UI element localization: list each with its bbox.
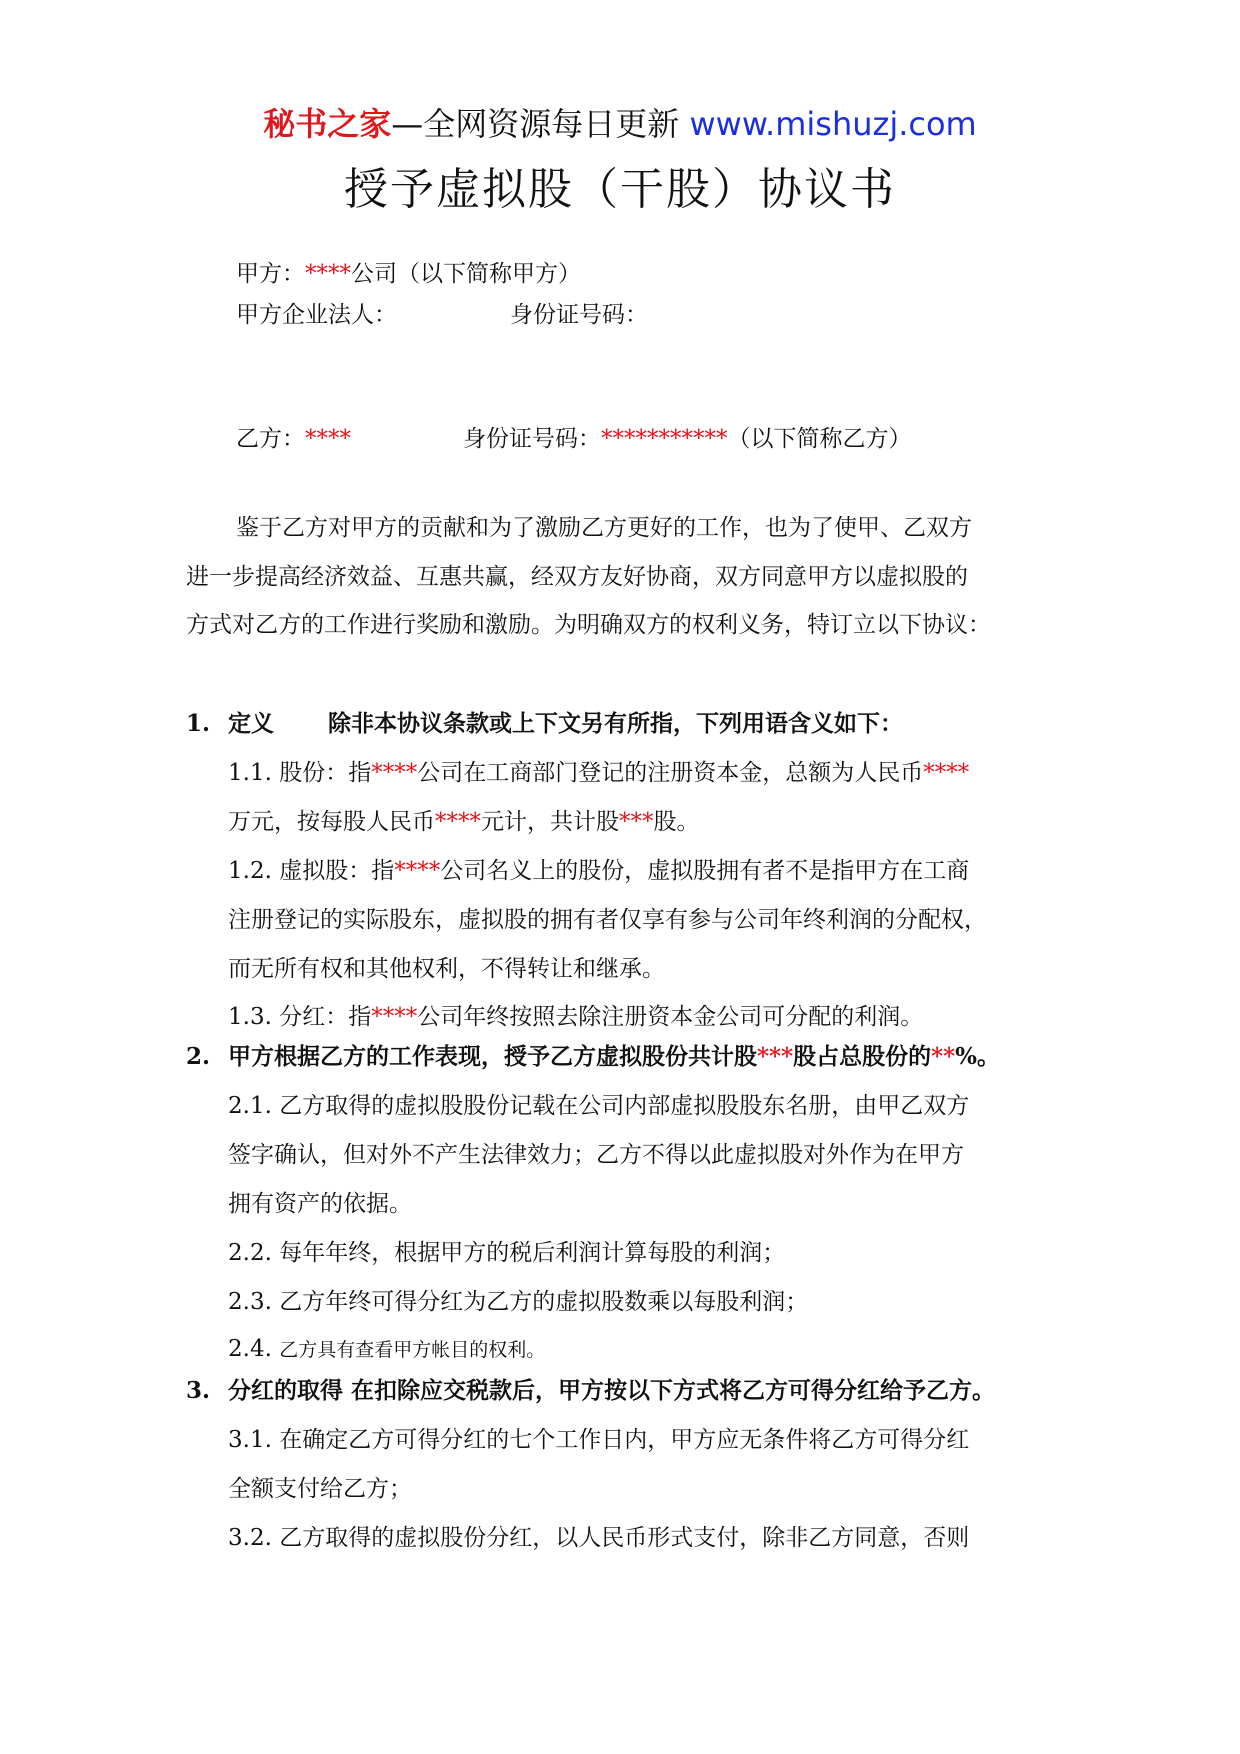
clause-1-3: 1.3. 分红：指****公司年终按照去除注册资本金公司可分配的利润。 [228,1004,924,1030]
clause-2-4: 2.4. 乙方具有查看甲方帐目的权利。 [228,1336,546,1362]
preamble-line: 方式对乙方的工作进行奖励和激励。为明确双方的权利义务，特订立以下协议： [186,612,991,638]
party-a-line: 甲方：****公司（以下简称甲方） [236,261,581,287]
party-b-line: 乙方：**** [236,426,351,452]
preamble-line: 进一步提高经济效益、互惠共赢，经双方友好协商，双方同意甲方以虚拟股的 [186,564,968,590]
clause-1-2-cont: 注册登记的实际股东，虚拟股的拥有者仅享有参与公司年终利润的分配权， [228,907,987,933]
banner-url[interactable]: www.mishuzj.com [689,105,977,143]
document-title: 授予虚拟股（干股）协议书 [344,164,896,215]
site-banner [0,100,1240,148]
clause-2-1-cont: 拥有资产的依据。 [228,1191,412,1217]
clause-3-2: 3.2. 乙方取得的虚拟股份分红，以人民币形式支付，除非乙方同意，否则 [228,1525,970,1551]
party-a-legal-rep-line: 甲方企业法人： [236,302,397,328]
clause-1-1-cont: 万元，按每股人民币****元计，共计股***股。 [228,809,700,835]
clause-2-3: 2.3. 乙方年终可得分红为乙方的虚拟股数乘以每股利润； [228,1289,809,1315]
banner-brand: 秘书之家 [263,105,392,143]
party-a-id-line: 身份证号码： [510,302,648,328]
clause-2-2: 2.2. 每年年终，根据甲方的税后利润计算每股的利润； [228,1240,786,1266]
clause-1-2-cont: 而无所有权和其他权利，不得转让和继承。 [228,956,665,982]
clause-1-1: 1.1. 股份：指****公司在工商部门登记的注册资本金，总额为人民币**** [228,760,970,786]
clause-3-1: 3.1. 在确定乙方可得分红的七个工作日内，甲方应无条件将乙方可得分红 [228,1427,970,1453]
clause-1-2: 1.2. 虚拟股：指****公司名义上的股份，虚拟股拥有者不是指甲方在工商 [228,858,970,884]
section-3-heading: 3. 分红的取得 在扣除应交税款后，甲方按以下方式将乙方可得分红给予乙方。 [186,1377,996,1404]
preamble-line: 鉴于乙方对甲方的贡献和为了激励乙方更好的工作，也为了使甲、乙双方 [236,515,972,541]
banner-slogan: —全网资源每日更新 [391,105,690,143]
section-2-heading: 2. 甲方根据乙方的工作表现，授予乙方虚拟股份共计股***股占总股份的**%。 [186,1043,1001,1070]
clause-2-1-cont: 签字确认，但对外不产生法律效力；乙方不得以此虚拟股对外作为在甲方 [228,1142,964,1168]
section-1-heading: 1. 定义 除非本协议条款或上下文另有所指，下列用语含义如下： [186,710,903,737]
clause-2-1: 2.1. 乙方取得的虚拟股股份记载在公司内部虚拟股股东名册，由甲乙双方 [228,1093,970,1119]
clause-3-1-cont: 全额支付给乙方； [228,1476,412,1502]
party-b-id-line: 身份证号码：***********（以下简称乙方） [463,426,912,452]
